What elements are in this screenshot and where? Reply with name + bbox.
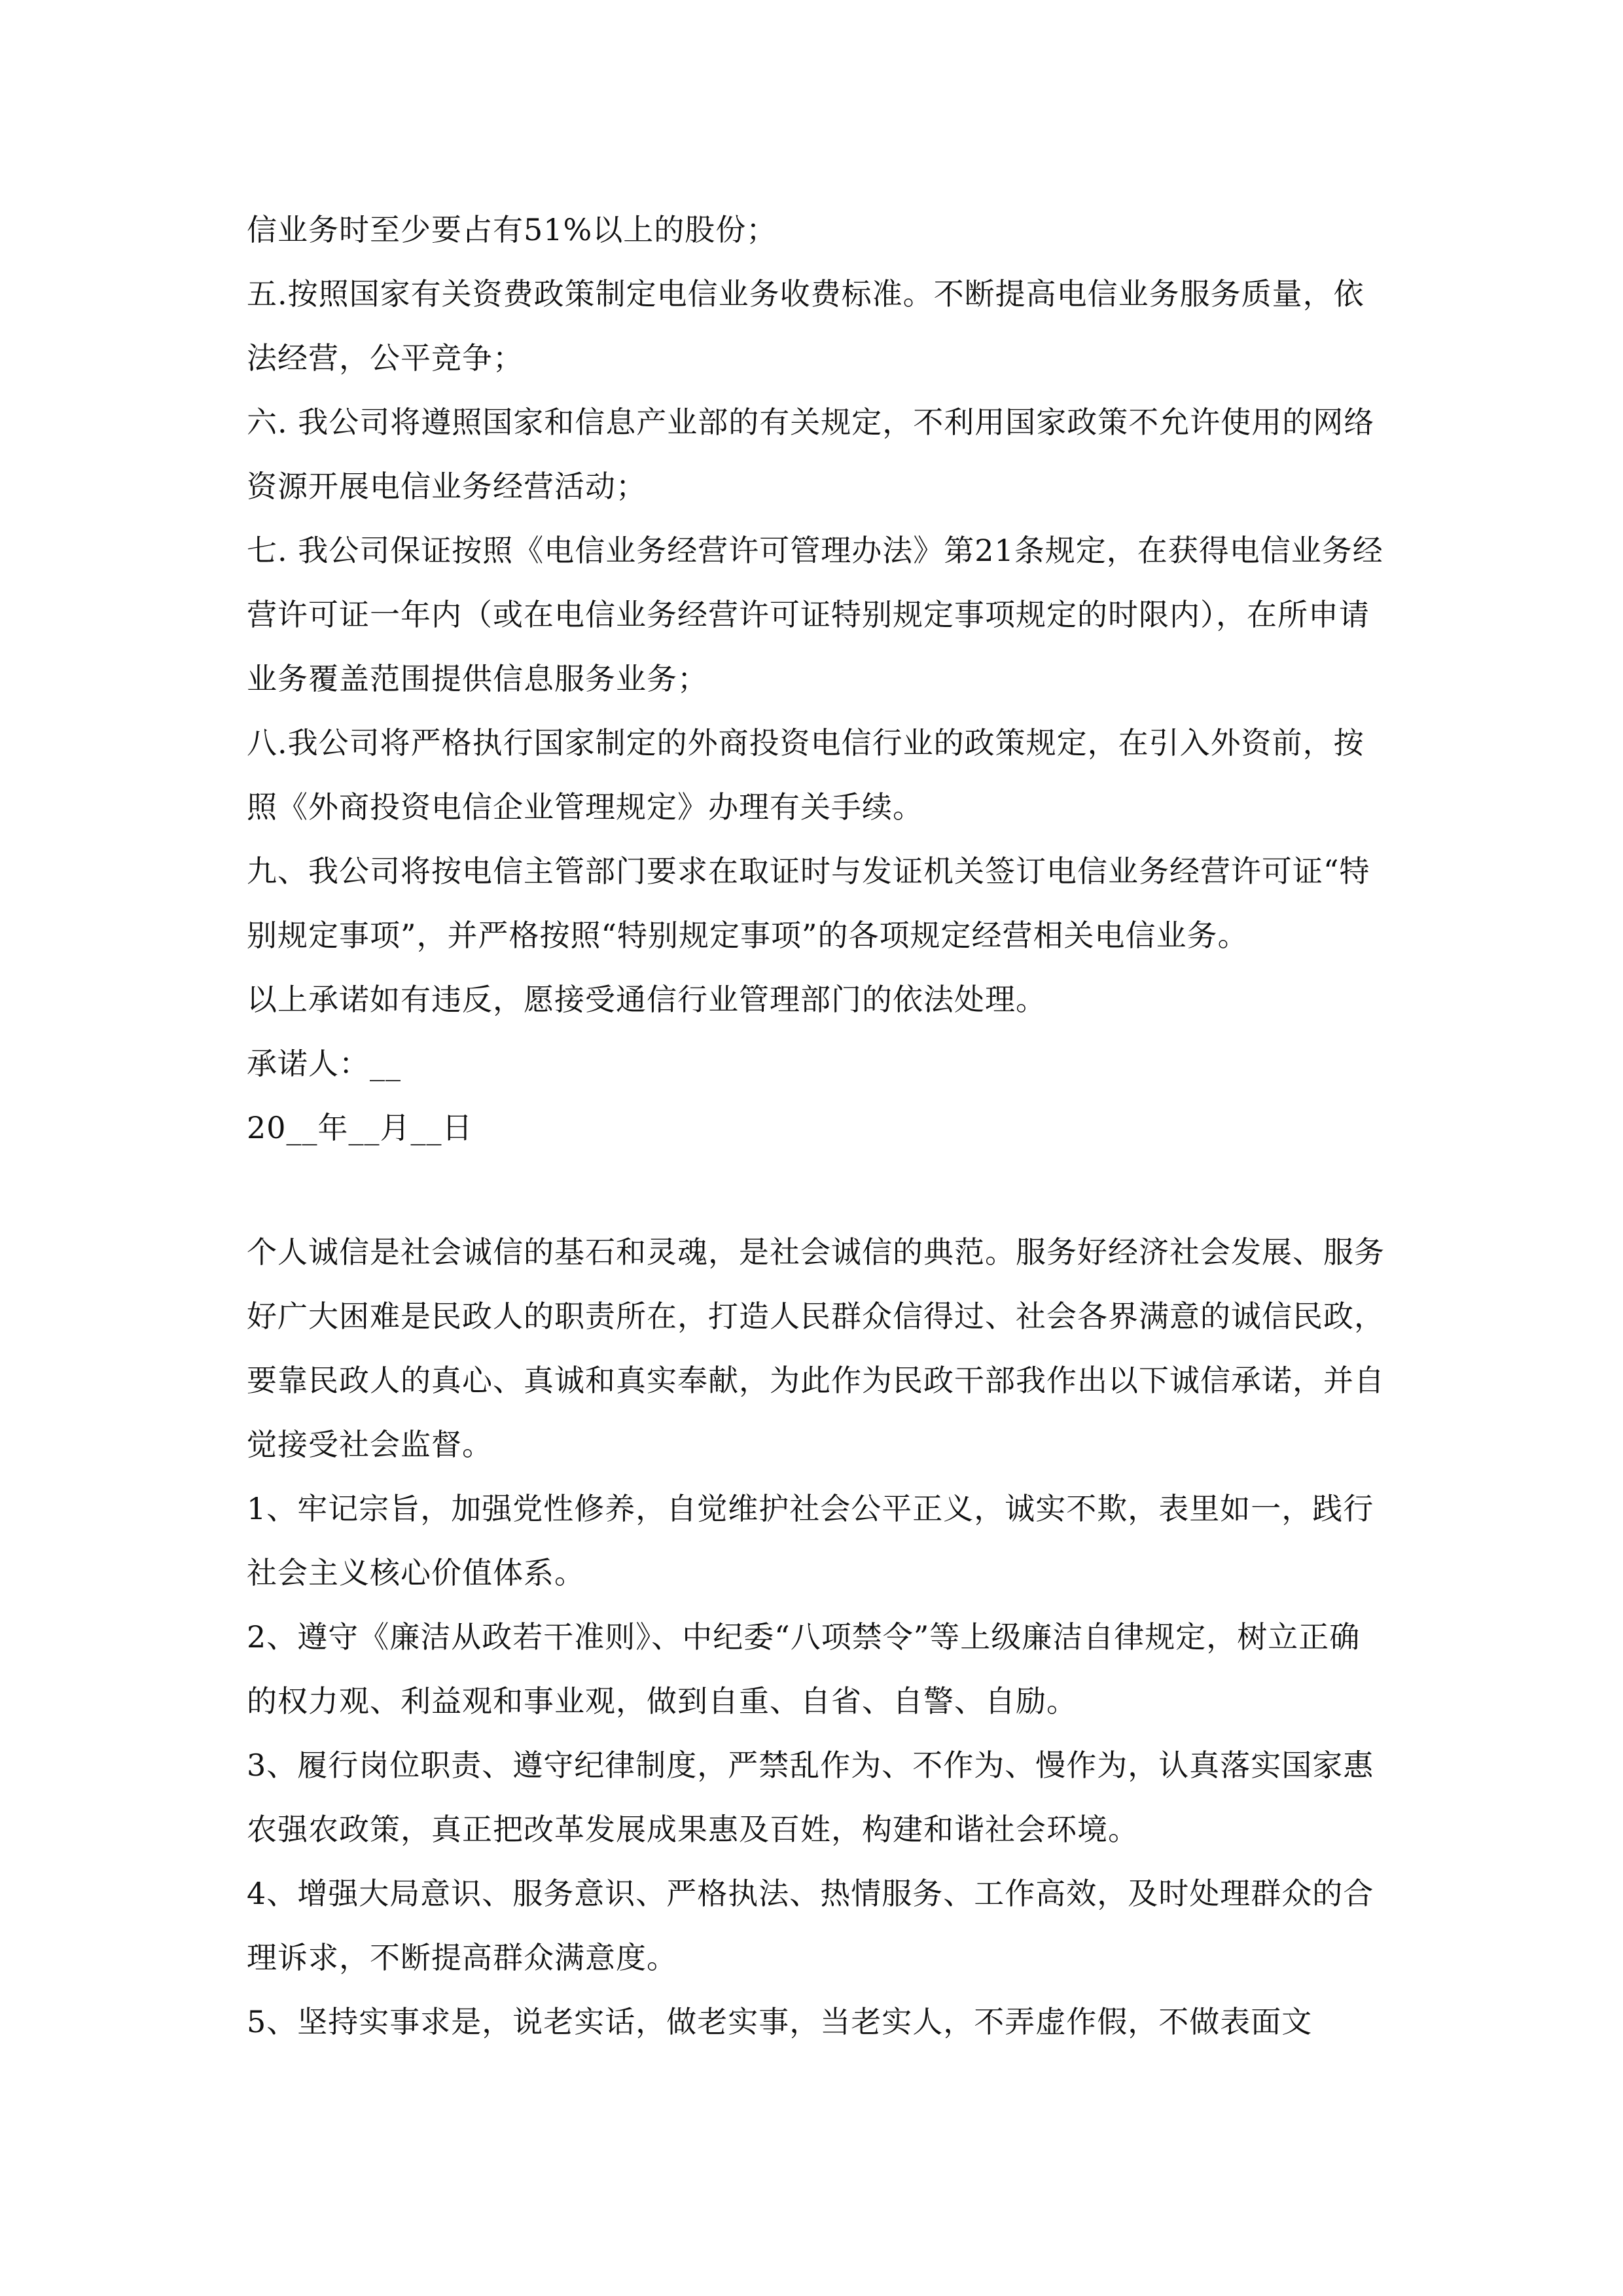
telecom-commitment-section bbox=[247, 198, 1385, 1160]
paragraph-point-5: 5、坚持实事求是，说老实话，做老实事，当老实人，不弄虚作假，不做表面文 bbox=[247, 2004, 1313, 2039]
paragraph-share-requirement: 信业务时至少要占有51%以上的股份； bbox=[247, 212, 777, 247]
integrity-commitment-section bbox=[247, 1220, 1385, 2054]
signatory-line: 承诺人：__ bbox=[247, 1046, 401, 1081]
paragraph-item-8: 八.我公司将严格执行国家制定的外商投资电信行业的政策规定，在引入外资前，按照《外商投资电信企业管理规定》办理有关手续。 bbox=[247, 725, 1364, 825]
paragraph-item-6: 六. 我公司将遵照国家和信息产业部的有关规定，不利用国家政策不允许使用的网络资源开展电信业务经营活动； bbox=[247, 404, 1375, 504]
paragraph-item-5: 五.按照国家有关资费政策制定电信业务收费标准。不断提高电信业务服务质量，依法经营，公平竞争； bbox=[247, 276, 1364, 376]
paragraph-point-2: 2、遵守《廉洁从政若干准则》、中纪委“八项禁令”等上级廉洁自律规定，树立正确的权力观、利益观和事业观，做到自重、自省、自警、自励。 bbox=[247, 1619, 1361, 1719]
paragraph-point-3: 3、履行岗位职责、遵守纪律制度，严禁乱作为、不作为、慢作为，认真落实国家惠农强农政策，真正把改革发展成果惠及百姓，构建和谐社会环境。 bbox=[247, 1748, 1374, 1847]
paragraph-item-7: 七. 我公司保证按照《电信业务经营许可管理办法》第21条规定，在获得电信业务经营许可证一年内（或在电信业务经营许可证特别规定事项规定的时限内），在所申请业务覆盖范围提供信息服务业务； bbox=[247, 533, 1383, 696]
paragraph-violation-clause: 以上承诺如有违反，愿接受通信行业管理部门的依法处理。 bbox=[247, 982, 1046, 1017]
paragraph-intro: 个人诚信是社会诚信的基石和灵魂，是社会诚信的典范。服务好经济社会发展、服务好广大困难是民政人的职责所在，打造人民群众信得过、社会各界满意的诚信民政，要靠民政人的真心、真诚和真实奉献，为此作为民政干部我作出以下诚信承诺，并自觉接受社会监督。 bbox=[247, 1234, 1385, 1462]
paragraph-point-4: 4、增强大局意识、服务意识、严格执法、热情服务、工作高效，及时处理群众的合理诉求，不断提高群众满意度。 bbox=[247, 1876, 1374, 1975]
date-line: 20__年__月__日 bbox=[247, 1110, 473, 1145]
paragraph-point-1: 1、牢记宗旨，加强党性修养，自觉维护社会公平正义，诚实不欺，表里如一，践行社会主义核心价值体系。 bbox=[247, 1491, 1374, 1590]
paragraph-item-9: 九、我公司将按电信主管部门要求在取证时与发证机关签订电信业务经营许可证“特别规定事项”，并严格按照“特别规定事项”的各项规定经营相关电信业务。 bbox=[247, 853, 1370, 953]
